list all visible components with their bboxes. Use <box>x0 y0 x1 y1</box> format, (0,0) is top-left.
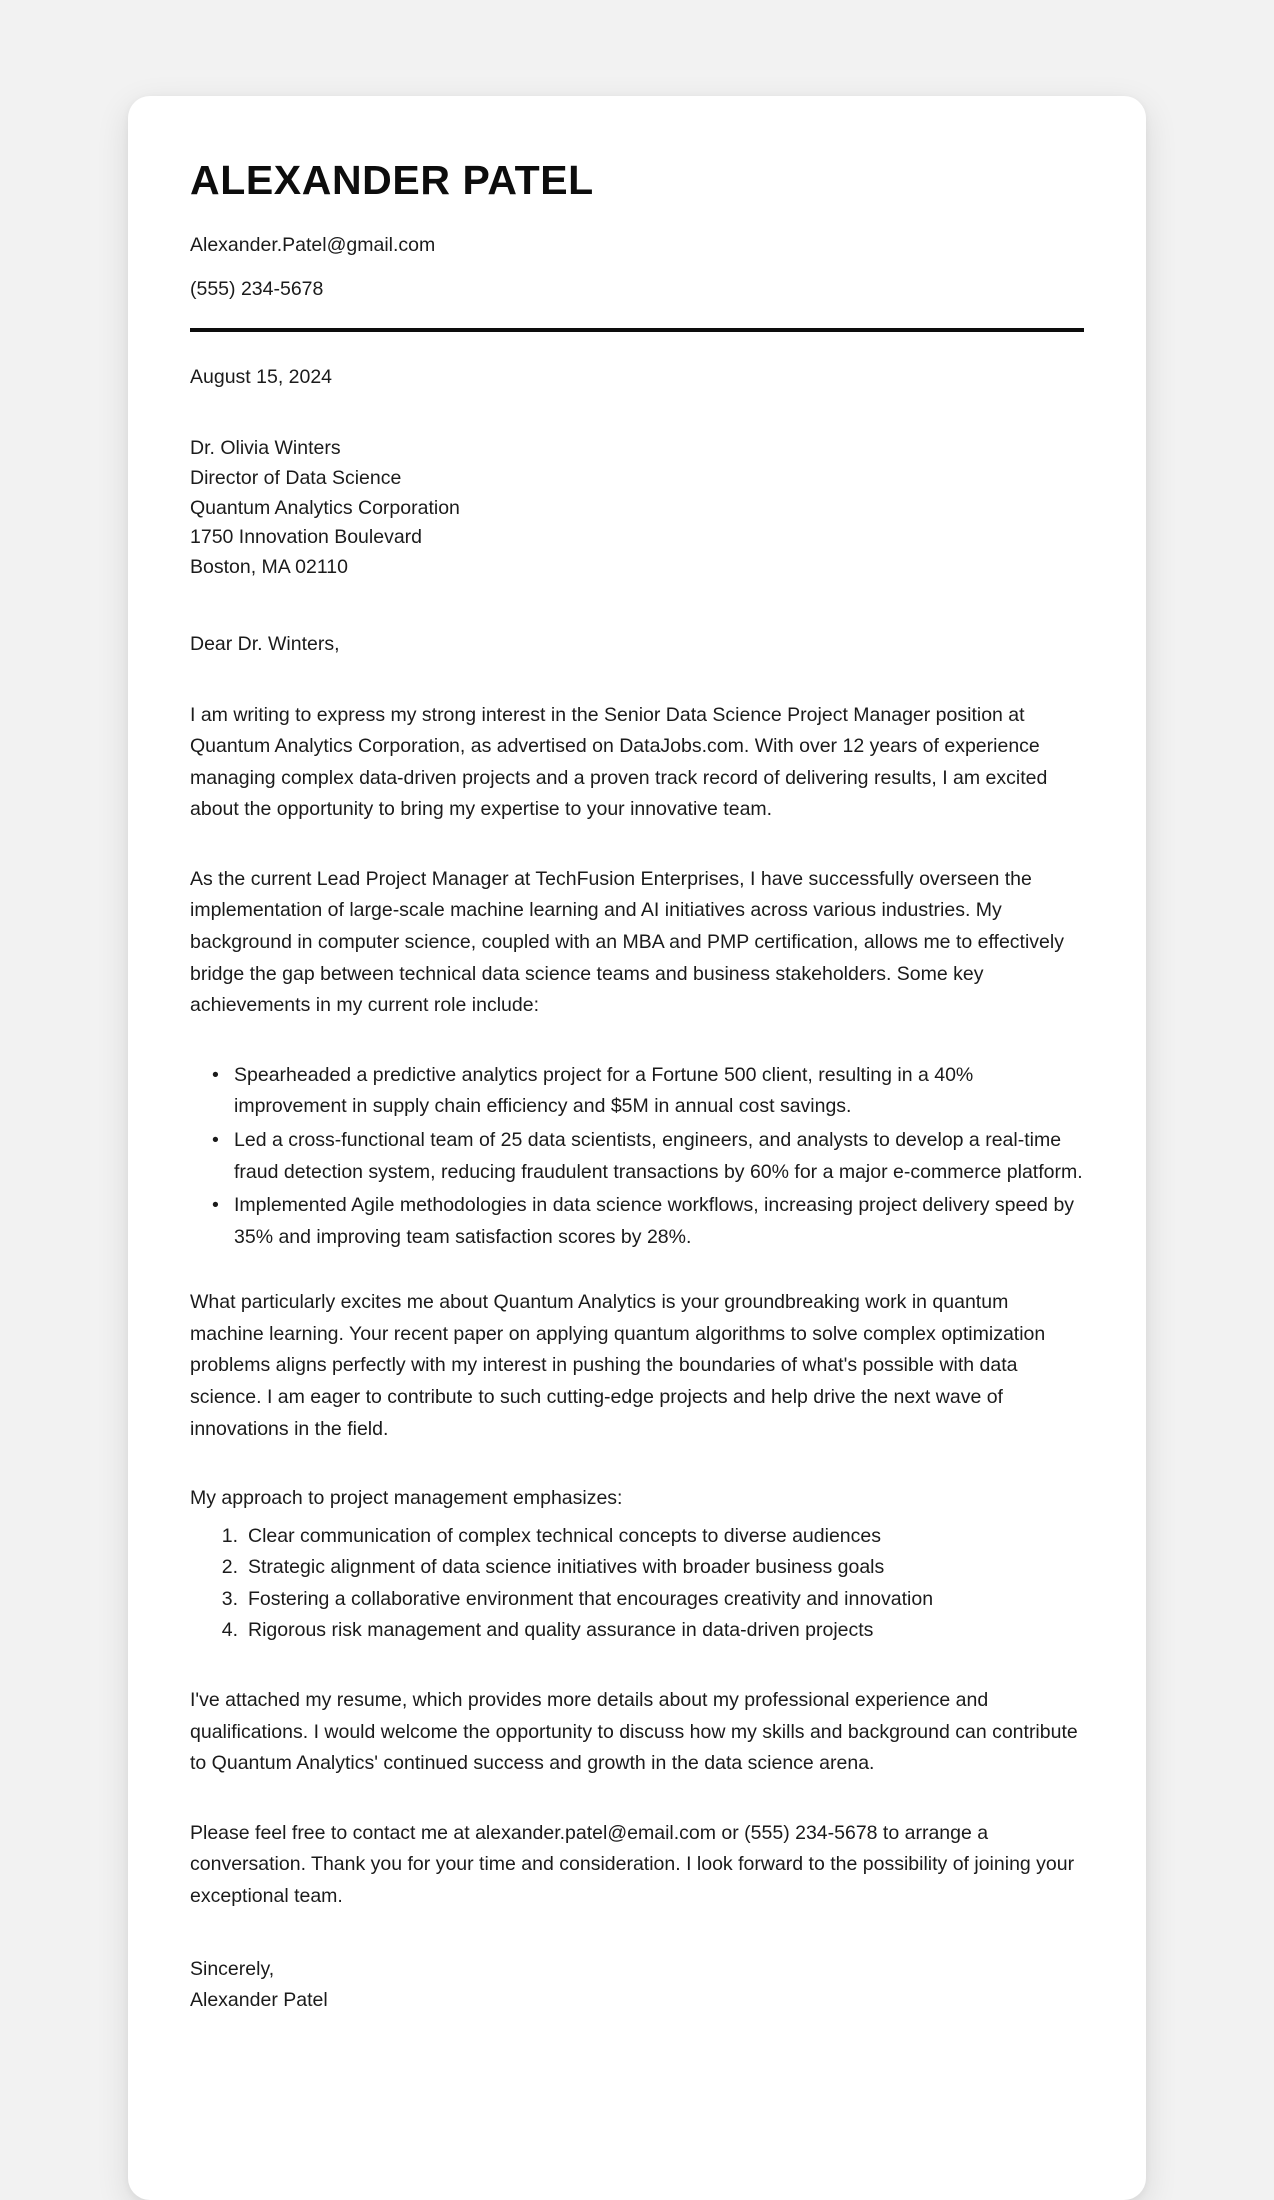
paragraph-resume: I've attached my resume, which provides more details about my professional experience and qualifications. I would welcome the opportunity to discuss how my skills and background can contribute to Quantum Analytics' continued success and growth in the data science arena. <box>190 1689 1078 1775</box>
header-divider <box>190 328 1084 332</box>
recipient-title: Director of Data Science <box>190 467 402 490</box>
list-item: • Implemented Agile methodologies in data science workflows, increasing project delivery speed by 35% and improving team satisfaction scores by 28%. <box>212 1190 1084 1253</box>
cover-letter-card <box>128 96 1146 2200</box>
letter-date: August 15, 2024 <box>190 366 333 389</box>
approach-list <box>218 1521 1084 1647</box>
list-item: • Spearheaded a predictive analytics project for a Fortune 500 client, resulting in a 40% improvement in supply chain efficiency and $5M in annual cost savings. <box>212 1060 1084 1123</box>
recipient-company: Quantum Analytics Corporation <box>190 496 460 519</box>
recipient-name: Dr. Olivia Winters <box>190 437 341 460</box>
paragraph-contact: Please feel free to contact me at alexander.patel@email.com or (555) 234-5678 to arrange a conversation. Thank you for your time and consideration. I look forward to the possibility of joining your exceptional team. <box>190 1821 1075 1907</box>
letter-content <box>190 158 1084 2016</box>
recipient-address-block <box>190 434 1084 582</box>
paragraph-intro: I am writing to express my strong interest in the Senior Data Science Project Manager position at Quantum Analytics Corporation, as advertised on DataJobs.com. With over 12 years of experience managing complex data-driven projects and a proven track record of delivering results, I am excited about the opportunity to bring my expertise to your innovative team. <box>190 703 1048 821</box>
list-item: Rigorous risk management and quality assurance in data-driven projects <box>248 1619 874 1642</box>
recipient-street: 1750 Innovation Boulevard <box>190 526 423 549</box>
paragraph-experience: As the current Lead Project Manager at TechFusion Enterprises, I have successfully overseen the implementation of large-scale machine learning and AI initiatives across various industries. My background in computer science, coupled with an MBA and PMP certification, allows me to effectively bridge the gap between technical data science teams and business stakeholders. Some key achievements in my current role include: <box>190 867 1064 1017</box>
approach-intro: My approach to project management emphasizes: <box>190 1487 623 1510</box>
signoff: Sincerely, <box>190 1958 275 1981</box>
list-item: • Led a cross-functional team of 25 data scientists, engineers, and analysts to develop a real-time fraud detection system, reducing fraudulent transactions by 60% for a major e-commerce platform. <box>212 1125 1084 1188</box>
list-item: Clear communication of complex technical concepts to diverse audiences <box>248 1524 881 1547</box>
closing-block <box>190 1954 1084 2016</box>
achievements-list <box>212 1060 1084 1253</box>
sender-name: ALEXANDER PATEL <box>190 157 594 203</box>
salutation: Dear Dr. Winters, <box>190 632 340 655</box>
list-item: Strategic alignment of data science initiatives with broader business goals <box>248 1556 885 1579</box>
recipient-city-state-zip: Boston, MA 02110 <box>190 555 348 578</box>
signature-name: Alexander Patel <box>190 1989 328 2012</box>
paragraph-interest: What particularly excites me about Quantum Analytics is your groundbreaking work in quantum machine learning. Your recent paper on applying quantum algorithms to solve complex optimization problems aligns perfectly with my interest in pushing the boundaries of what's possible with data science. I am eager to contribute to such cutting-edge projects and help drive the next wave of innovations in the field. <box>190 1291 1046 1440</box>
sender-email: Alexander.Patel@gmail.com <box>190 233 436 256</box>
sender-phone: (555) 234-5678 <box>190 278 324 301</box>
list-item: Fostering a collaborative environment that encourages creativity and innovation <box>248 1587 934 1610</box>
